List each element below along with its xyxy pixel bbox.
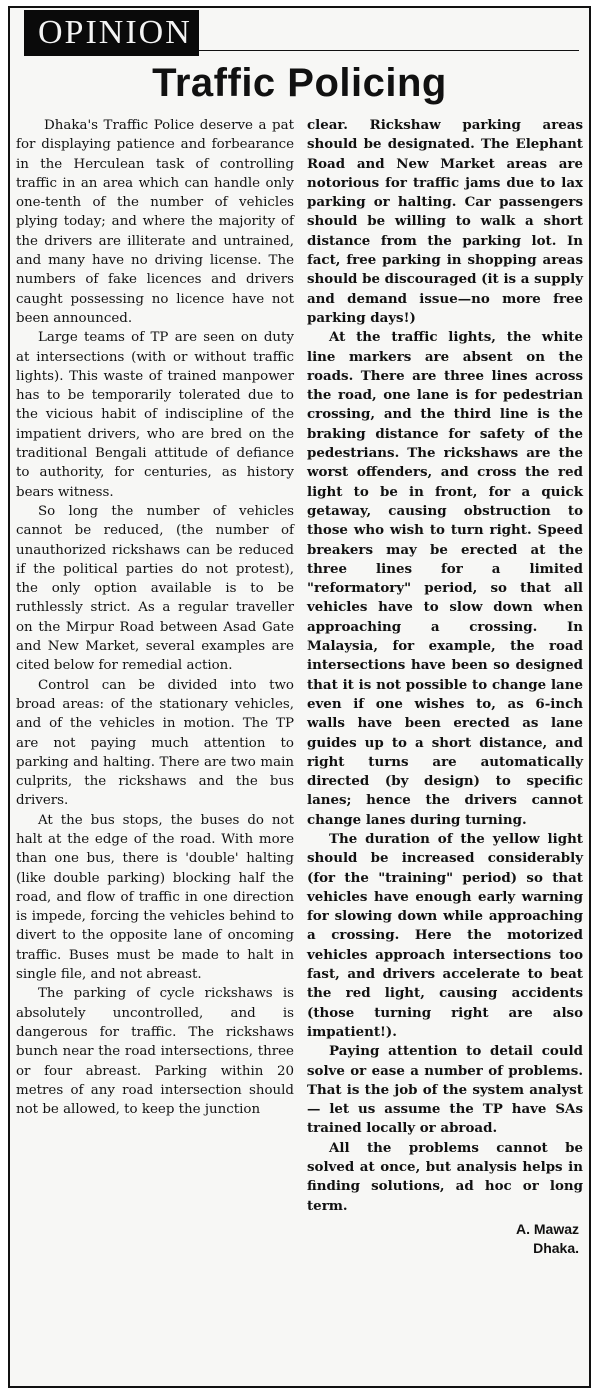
paragraph: Paying attention to detail could solve or ease a number of problems. That is the job of the system analyst — let us assume the TP have SAs trained locally or abroad.	[307, 1043, 583, 1137]
author-place: Dhaka.	[533, 1239, 579, 1256]
paragraph: clear. Rickshaw parking areas should be designated. The Elephant Road and New Market areas are notorious for traffic jams due to lax parking or halting. Car passengers should be willing to walk a short distance from the parking lot. In fact, free parking in shopping areas should be discouraged (it is a supply and demand issue—no more free parking days!)	[307, 117, 583, 326]
section-label: OPINION	[24, 10, 199, 56]
headline: Traffic Policing	[152, 61, 447, 105]
author-name: A. Mawaz	[515, 1220, 579, 1237]
paragraph: Control can be divided into two broad areas: of the stationary vehicles, and of the vehicles in motion. The TP are not paying much attention to parking and halting. There are two main culprits, the rickshaws and the bus drivers.	[16, 677, 294, 809]
paragraph: So long the number of vehicles cannot be reduced, (the number of unauthorized rickshaws can be reduced if the political parties do not protest), the only option available is to be ruthlessly strict. As a regular traveller on the Mirpur Road between Asad Gate and New Market, several examples are cited below for remedial action.	[16, 503, 294, 674]
header-rule	[199, 50, 579, 51]
paragraph: Large teams of TP are seen on duty at intersections (with or without traffic lights). This waste of trained manpower has to be temporarily tolerated due to the vicious habit of indiscipline of the impatient drivers, who are bred on the traditional Bengali attitude of defiance to authority, for centuries, as history bears witness.	[16, 330, 294, 500]
right-column	[307, 116, 583, 1258]
paragraph: At the bus stops, the buses do not halt at the edge of the road. With more than one bus, there is 'double' halting (like double parking) blocking half the road, and flow of traffic in one direction is impede, forcing the vehicles behind to divert to the opposite lane of oncoming traffic. Buses must be made to halt in single file, and not abreast.	[16, 812, 294, 983]
paragraph: The duration of the yellow light should be increased considerably (for the "training" period) so that vehicles have enough early warning for slowing down while approaching a crossing. Here the motorized vehicles approach intersections too fast, and drivers accelerate to beat the red light, causing accidents (those turning right are also impatient!).	[307, 830, 583, 1040]
paragraph: The parking of cycle rickshaws is absolutely uncontrolled, and is dangerous for traffic. The rickshaws bunch near the road intersections, three or four abreast. Parking within 20 metres of any road intersection should not be allowed, to keep the junction	[16, 986, 294, 1118]
paragraph: At the traffic lights, the white line markers are absent on the roads. There are three lines across the road, one lane is for pedestrian crossing, and the third line is the braking distance for safety of the pedestrians. The rickshaws are the worst offenders, and cross the red light to be in front, for a quick getaway, causing obstruction to those who wish to turn right. Speed breakers may be erected at the three lines for a limited "reformatory" period, so that all vehicles have to slow down when approaching a crossing. In Malaysia, for example, the road intersections have been so designed that it is not possible to change lane even if one wishes to, as 6-inch walls have been erected as lane guides up to a short distance, and right turns are automatically directed (by design) to specific lanes; hence the drivers cannot change lanes during turning.	[307, 329, 583, 828]
paragraph: Dhaka's Traffic Police deserve a pat for displaying patience and forbearance in the Herculean task of controlling traffic in an area which can handle only one-tenth of the number of vehicles plying today; and where the majority of the drivers are illiterate and untrained, and many have no driving license. The numbers of fake licences and drivers caught possessing no licence have not been announced.	[16, 118, 294, 326]
paragraph: All the problems cannot be solved at once, but analysis helps in finding solutions, ad hoc or long term.	[307, 1139, 583, 1214]
left-column	[16, 116, 294, 1119]
signature	[307, 1220, 583, 1258]
